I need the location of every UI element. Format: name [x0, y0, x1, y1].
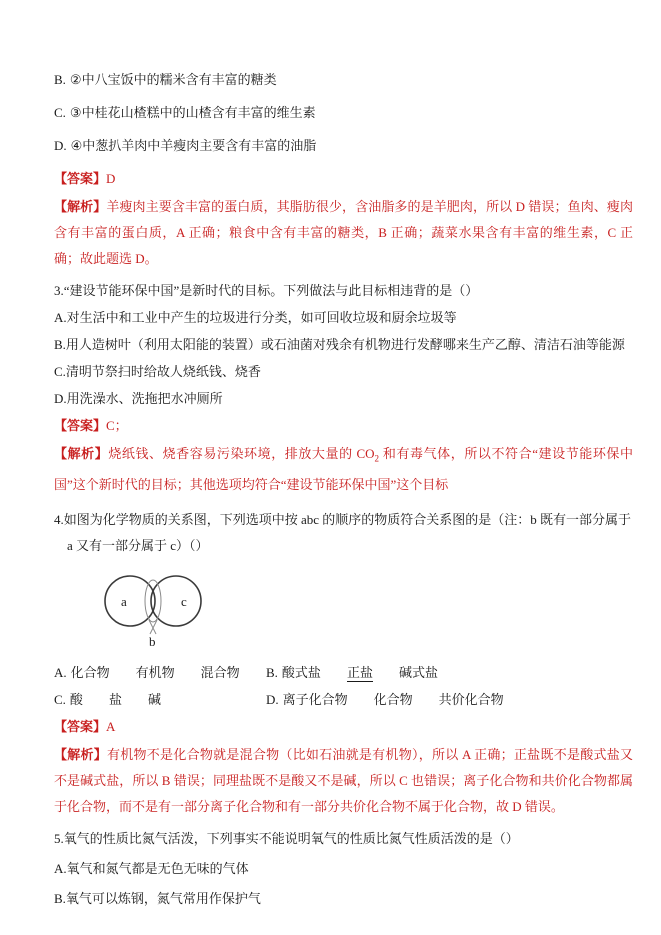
option-item: 混合物	[200, 664, 240, 680]
option-item: 碱式盐	[398, 664, 438, 680]
option-item: 盐	[108, 691, 122, 707]
option-text: ④中葱扒羊肉中羊瘦肉主要含有丰富的油脂	[70, 138, 317, 153]
q3-answer-row	[54, 416, 633, 436]
option-letter: D.	[54, 138, 67, 153]
option-letter: B.	[54, 890, 66, 906]
q3-option-c	[54, 362, 633, 382]
region-b-label: b	[149, 633, 156, 649]
option-item: 有机物	[135, 664, 175, 680]
analysis-tag: 【解析】	[54, 446, 109, 461]
analysis-tag: 【解析】	[54, 746, 108, 762]
q4-stem: 4.如图为化学物质的关系图，下列选项中按 abc 的顺序的物质符合关系图的是（注：b 既有一部分属于 a 又有一部分属于 c）（）	[54, 511, 632, 553]
answer-tag: 【答案】	[54, 171, 107, 186]
option-text: ②中八宝饭中的糯米含有丰富的糖类	[69, 72, 277, 87]
option-text: 用洗澡水、洗拖把水冲厕所	[66, 391, 223, 406]
option-item: 化合物	[70, 664, 110, 680]
q2-option-d	[54, 136, 633, 156]
q3-option-a	[54, 308, 633, 328]
analysis-text: 烧纸钱、烧香容易污染环境，排放大量的 CO	[108, 446, 375, 461]
answer-value: C；	[106, 418, 128, 433]
option-letter: A.	[54, 664, 67, 680]
answer-value: D	[106, 171, 116, 186]
q4-options-row-1	[54, 663, 633, 683]
option-text: 氧气和氮气都是无色无味的气体	[66, 860, 249, 876]
q4-option-d	[266, 690, 504, 710]
q5-option-b	[54, 889, 633, 909]
option-letter: C.	[54, 364, 66, 379]
analysis-text: 有机物不是化合物就是混合物（比如石油就是有机物），所以 A 正确；正盐既不是酸式盐又不是碱式盐，所以 B 错误；同理盐既不是酸又不是碱，所以 C 也错误；离子化合物和共价化合物都属于化合物，而不是有一部分离子化合物和有一部分共价化合物不属于化合物，故 D 错误。	[54, 746, 633, 814]
option-item: 碱	[147, 691, 161, 707]
option-letter: A.	[54, 860, 67, 876]
option-item: 化合物	[373, 691, 413, 707]
venn-diagram	[95, 565, 633, 653]
circle-a	[105, 576, 155, 626]
option-letter: B.	[54, 337, 66, 352]
option-letter: B.	[266, 664, 278, 680]
option-text: 氧气可以炼钢，氮气常用作保护气	[65, 890, 261, 906]
q4-options-row-2	[54, 690, 633, 710]
q4-option-c	[54, 690, 266, 710]
answer-tag: 【答案】	[54, 418, 107, 433]
option-letter: D.	[54, 391, 67, 406]
option-item: 酸	[69, 691, 83, 707]
option-item: 离子化合物	[282, 691, 348, 707]
circle-c-label: c	[181, 593, 187, 609]
option-text: ③中桂花山楂糕中的山楂含有丰富的维生素	[69, 105, 316, 120]
q2-option-c	[54, 103, 633, 123]
q3-option-d	[54, 389, 633, 409]
q5-stem: 5.氧气的性质比氮气活泼，下列事实不能说明氧气的性质比氮气性质活泼的是（）	[54, 830, 519, 846]
option-text: 用人造树叶（利用太阳能的装置）或石油菌对残余有机物进行发酵哪来生产乙醇、清洁石油等能源	[65, 337, 625, 352]
option-item-underlined: 正盐	[346, 664, 373, 680]
q4-option-a	[54, 663, 266, 683]
q5-option-a	[54, 859, 633, 879]
q3-option-b	[54, 335, 633, 355]
option-item: 共价化合物	[438, 691, 504, 707]
option-letter: C.	[54, 691, 66, 707]
option-letter: D.	[266, 691, 279, 707]
circle-c	[151, 576, 201, 626]
analysis-text: 羊瘦肉主要含丰富的蛋白质，其脂肪很少，含油脂多的是羊肥肉，所以 D 错误；鱼肉、瘦肉含有丰富的蛋白质，A 正确；粮食中含有丰富的糖类，B 正确；蔬菜水果含有丰富的维生素，C 正确；故此题选 D。	[54, 199, 633, 266]
option-text: 对生活中和工业中产生的垃圾进行分类，如可回收垃圾和厨余垃圾等	[66, 310, 457, 325]
analysis-tag: 【解析】	[54, 199, 107, 214]
option-letter: B.	[54, 72, 66, 87]
answer-value: A	[106, 718, 116, 734]
option-letter: C.	[54, 105, 66, 120]
option-item: 酸式盐	[281, 664, 321, 680]
q4-analysis	[54, 742, 633, 820]
answer-tag: 【答案】	[54, 718, 107, 734]
analysis-text: 和有毒气体，所以不符合“建设节能环保中国”这个新时代的目标；其他选项均符合“建设节能环保中国”这个目标	[54, 446, 633, 492]
q2-option-b	[54, 70, 633, 90]
q2-answer-row	[54, 169, 633, 189]
region-b	[145, 580, 161, 622]
q4-option-b	[266, 663, 438, 683]
q2-analysis	[54, 194, 633, 272]
q4-answer-row	[54, 717, 633, 737]
venn-svg	[95, 565, 265, 649]
circle-a-label: a	[121, 593, 127, 609]
q3-stem: 3.“建设节能环保中国”是新时代的目标。下列做法与此目标相违背的是（）	[54, 283, 479, 298]
co2-subscript: 2	[374, 453, 380, 464]
option-text: 清明节祭扫时给故人烧纸钱、烧香	[65, 364, 261, 379]
q3-analysis	[54, 441, 633, 498]
option-letter: A.	[54, 310, 67, 325]
